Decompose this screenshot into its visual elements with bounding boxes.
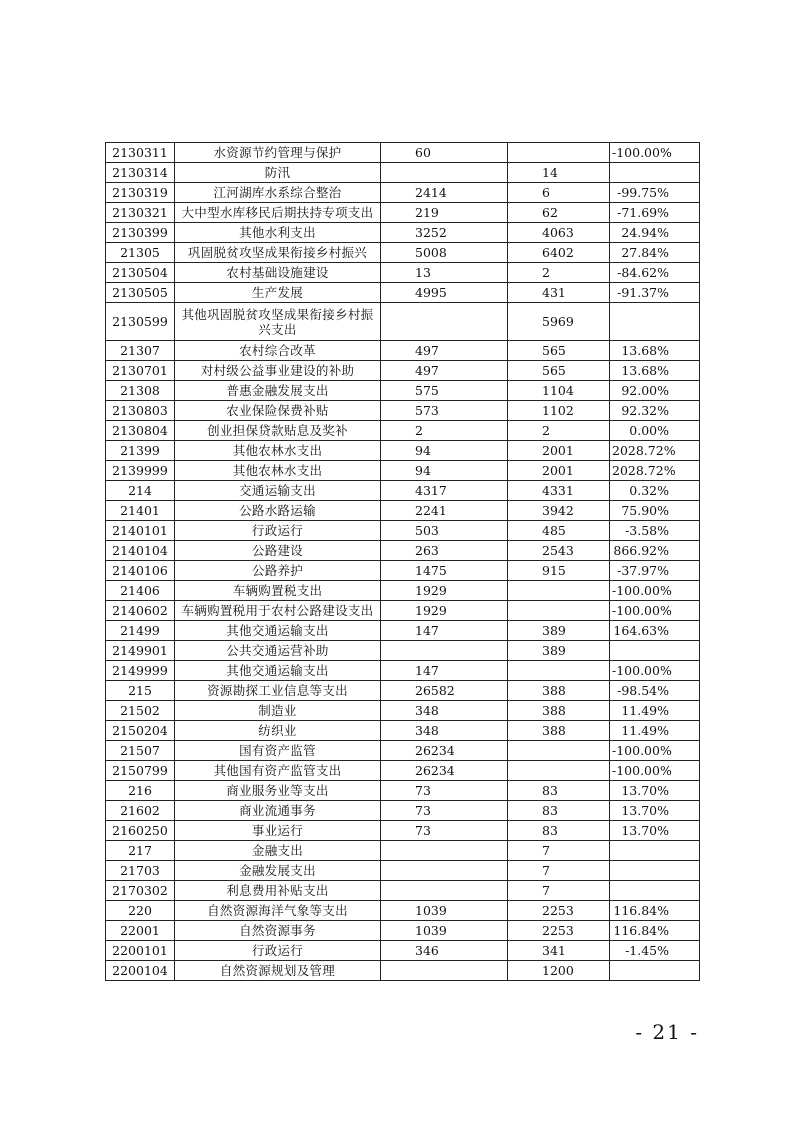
prior-year-value-cell: 263 <box>381 541 508 561</box>
code-cell: 2140602 <box>106 601 175 621</box>
table-row <box>106 183 700 203</box>
change-percent-cell: -100.00% <box>610 601 700 621</box>
table-row <box>106 781 700 801</box>
change-percent-cell: 0.00% <box>610 421 700 441</box>
code-cell: 2149999 <box>106 661 175 681</box>
current-year-value-cell: 7 <box>508 861 610 881</box>
code-cell: 2130505 <box>106 283 175 303</box>
current-year-value-cell <box>508 761 610 781</box>
change-percent-cell: 11.49% <box>610 721 700 741</box>
item-name-cell: 农村综合改革 <box>175 341 381 361</box>
current-year-value-cell: 565 <box>508 341 610 361</box>
code-cell: 2140101 <box>106 521 175 541</box>
prior-year-value-cell <box>381 881 508 901</box>
item-name-cell: 公路水路运输 <box>175 501 381 521</box>
table-row <box>106 361 700 381</box>
prior-year-value-cell: 4995 <box>381 283 508 303</box>
table-row <box>106 421 700 441</box>
prior-year-value-cell: 26234 <box>381 741 508 761</box>
item-name-cell: 创业担保贷款贴息及奖补 <box>175 421 381 441</box>
code-cell: 220 <box>106 901 175 921</box>
table-row <box>106 741 700 761</box>
prior-year-value-cell: 1039 <box>381 921 508 941</box>
table-row <box>106 283 700 303</box>
table-row <box>106 621 700 641</box>
code-cell: 22001 <box>106 921 175 941</box>
table-row <box>106 481 700 501</box>
prior-year-value-cell: 73 <box>381 821 508 841</box>
change-percent-cell <box>610 961 700 981</box>
code-cell: 2130803 <box>106 401 175 421</box>
prior-year-value-cell: 2414 <box>381 183 508 203</box>
code-cell: 2200101 <box>106 941 175 961</box>
change-percent-cell: 866.92% <box>610 541 700 561</box>
item-name-cell: 交通运输支出 <box>175 481 381 501</box>
table-row <box>106 601 700 621</box>
code-cell: 2140104 <box>106 541 175 561</box>
code-cell: 21703 <box>106 861 175 881</box>
change-percent-cell: -100.00% <box>610 661 700 681</box>
prior-year-value-cell <box>381 961 508 981</box>
change-percent-cell: 13.70% <box>610 781 700 801</box>
table-row <box>106 861 700 881</box>
item-name-cell: 其他巩固脱贫攻坚成果衔接乡村振兴支出 <box>175 303 381 341</box>
change-percent-cell: 116.84% <box>610 921 700 941</box>
current-year-value-cell: 4063 <box>508 223 610 243</box>
code-cell: 21308 <box>106 381 175 401</box>
item-name-cell: 公共交通运营补助 <box>175 641 381 661</box>
code-cell: 2130319 <box>106 183 175 203</box>
current-year-value-cell: 2253 <box>508 921 610 941</box>
change-percent-cell: -37.97% <box>610 561 700 581</box>
current-year-value-cell: 2 <box>508 263 610 283</box>
item-name-cell: 其他水利支出 <box>175 223 381 243</box>
item-name-cell: 巩固脱贫攻坚成果衔接乡村振兴 <box>175 243 381 263</box>
prior-year-value-cell: 348 <box>381 721 508 741</box>
table-row <box>106 303 700 341</box>
table-row <box>106 641 700 661</box>
item-name-cell: 农村基础设施建设 <box>175 263 381 283</box>
code-cell: 21499 <box>106 621 175 641</box>
item-name-cell: 生产发展 <box>175 283 381 303</box>
code-cell: 216 <box>106 781 175 801</box>
current-year-value-cell: 2001 <box>508 441 610 461</box>
table-row <box>106 441 700 461</box>
table-row <box>106 881 700 901</box>
prior-year-value-cell: 13 <box>381 263 508 283</box>
code-cell: 2130599 <box>106 303 175 341</box>
change-percent-cell <box>610 881 700 901</box>
table-row <box>106 381 700 401</box>
prior-year-value-cell: 346 <box>381 941 508 961</box>
current-year-value-cell: 341 <box>508 941 610 961</box>
current-year-value-cell: 3942 <box>508 501 610 521</box>
change-percent-cell: 13.68% <box>610 341 700 361</box>
code-cell: 2130804 <box>106 421 175 441</box>
prior-year-value-cell: 147 <box>381 621 508 641</box>
code-cell: 21406 <box>106 581 175 601</box>
prior-year-value-cell <box>381 163 508 183</box>
change-percent-cell: -91.37% <box>610 283 700 303</box>
change-percent-cell: -100.00% <box>610 761 700 781</box>
item-name-cell: 利息费用补贴支出 <box>175 881 381 901</box>
item-name-cell: 车辆购置税支出 <box>175 581 381 601</box>
prior-year-value-cell: 348 <box>381 701 508 721</box>
change-percent-cell: -71.69% <box>610 203 700 223</box>
item-name-cell: 其他农林水支出 <box>175 461 381 481</box>
item-name-cell: 自然资源海洋气象等支出 <box>175 901 381 921</box>
table-row <box>106 921 700 941</box>
table-row <box>106 341 700 361</box>
table-row <box>106 143 700 163</box>
code-cell: 2139999 <box>106 461 175 481</box>
code-cell: 214 <box>106 481 175 501</box>
code-cell: 2200104 <box>106 961 175 981</box>
change-percent-cell: 0.32% <box>610 481 700 501</box>
current-year-value-cell <box>508 741 610 761</box>
change-percent-cell: 13.68% <box>610 361 700 381</box>
current-year-value-cell: 6 <box>508 183 610 203</box>
item-name-cell: 防汛 <box>175 163 381 183</box>
code-cell: 21401 <box>106 501 175 521</box>
item-name-cell: 普惠金融发展支出 <box>175 381 381 401</box>
code-cell: 2130701 <box>106 361 175 381</box>
prior-year-value-cell: 573 <box>381 401 508 421</box>
current-year-value-cell: 5969 <box>508 303 610 341</box>
item-name-cell: 江河湖库水系综合整治 <box>175 183 381 203</box>
item-name-cell: 事业运行 <box>175 821 381 841</box>
prior-year-value-cell: 1475 <box>381 561 508 581</box>
prior-year-value-cell: 3252 <box>381 223 508 243</box>
item-name-cell: 车辆购置税用于农村公路建设支出 <box>175 601 381 621</box>
code-cell: 2150204 <box>106 721 175 741</box>
change-percent-cell <box>610 841 700 861</box>
change-percent-cell: -84.62% <box>610 263 700 283</box>
code-cell: 215 <box>106 681 175 701</box>
current-year-value-cell: 388 <box>508 681 610 701</box>
code-cell: 21399 <box>106 441 175 461</box>
change-percent-cell: 164.63% <box>610 621 700 641</box>
table-row <box>106 501 700 521</box>
change-percent-cell: 2028.72% <box>610 461 700 481</box>
current-year-value-cell: 7 <box>508 881 610 901</box>
table-row <box>106 243 700 263</box>
current-year-value-cell: 6402 <box>508 243 610 263</box>
budget-table <box>105 142 700 981</box>
change-percent-cell <box>610 641 700 661</box>
prior-year-value-cell: 497 <box>381 341 508 361</box>
current-year-value-cell: 7 <box>508 841 610 861</box>
prior-year-value-cell: 2241 <box>381 501 508 521</box>
prior-year-value-cell: 575 <box>381 381 508 401</box>
prior-year-value-cell: 5008 <box>381 243 508 263</box>
code-cell: 217 <box>106 841 175 861</box>
prior-year-value-cell: 1929 <box>381 601 508 621</box>
item-name-cell: 商业流通事务 <box>175 801 381 821</box>
change-percent-cell: 92.00% <box>610 381 700 401</box>
current-year-value-cell: 83 <box>508 801 610 821</box>
table-row <box>106 681 700 701</box>
current-year-value-cell: 2001 <box>508 461 610 481</box>
item-name-cell: 行政运行 <box>175 941 381 961</box>
change-percent-cell: -1.45% <box>610 941 700 961</box>
table-row <box>106 801 700 821</box>
change-percent-cell: 13.70% <box>610 801 700 821</box>
change-percent-cell: 27.84% <box>610 243 700 263</box>
item-name-cell: 制造业 <box>175 701 381 721</box>
code-cell: 2160250 <box>106 821 175 841</box>
change-percent-cell: 92.32% <box>610 401 700 421</box>
table-row <box>106 521 700 541</box>
prior-year-value-cell: 1039 <box>381 901 508 921</box>
table-row <box>106 701 700 721</box>
item-name-cell: 行政运行 <box>175 521 381 541</box>
prior-year-value-cell: 497 <box>381 361 508 381</box>
current-year-value-cell <box>508 661 610 681</box>
current-year-value-cell: 485 <box>508 521 610 541</box>
code-cell: 2130314 <box>106 163 175 183</box>
table-row <box>106 203 700 223</box>
table-row <box>106 821 700 841</box>
prior-year-value-cell: 26234 <box>381 761 508 781</box>
table-row <box>106 561 700 581</box>
prior-year-value-cell: 73 <box>381 801 508 821</box>
current-year-value-cell: 565 <box>508 361 610 381</box>
change-percent-cell: 75.90% <box>610 501 700 521</box>
change-percent-cell: -99.75% <box>610 183 700 203</box>
current-year-value-cell: 14 <box>508 163 610 183</box>
code-cell: 2170302 <box>106 881 175 901</box>
item-name-cell: 其他交通运输支出 <box>175 661 381 681</box>
code-cell: 21307 <box>106 341 175 361</box>
item-name-cell: 对村级公益事业建设的补助 <box>175 361 381 381</box>
prior-year-value-cell: 4317 <box>381 481 508 501</box>
current-year-value-cell: 2253 <box>508 901 610 921</box>
table-body <box>106 143 700 981</box>
prior-year-value-cell: 503 <box>381 521 508 541</box>
current-year-value-cell: 4331 <box>508 481 610 501</box>
table-row <box>106 961 700 981</box>
current-year-value-cell: 2 <box>508 421 610 441</box>
current-year-value-cell: 1200 <box>508 961 610 981</box>
table-row <box>106 163 700 183</box>
item-name-cell: 农业保险保费补贴 <box>175 401 381 421</box>
code-cell: 2130504 <box>106 263 175 283</box>
current-year-value-cell: 388 <box>508 701 610 721</box>
current-year-value-cell: 388 <box>508 721 610 741</box>
item-name-cell: 资源勘探工业信息等支出 <box>175 681 381 701</box>
item-name-cell: 大中型水库移民后期扶持专项支出 <box>175 203 381 223</box>
current-year-value-cell <box>508 143 610 163</box>
change-percent-cell: 2028.72% <box>610 441 700 461</box>
prior-year-value-cell: 26582 <box>381 681 508 701</box>
prior-year-value-cell: 2 <box>381 421 508 441</box>
table-row <box>106 263 700 283</box>
change-percent-cell: -98.54% <box>610 681 700 701</box>
prior-year-value-cell: 219 <box>381 203 508 223</box>
item-name-cell: 金融发展支出 <box>175 861 381 881</box>
code-cell: 2130399 <box>106 223 175 243</box>
code-cell: 2150799 <box>106 761 175 781</box>
table-row <box>106 761 700 781</box>
item-name-cell: 纺织业 <box>175 721 381 741</box>
table-row <box>106 901 700 921</box>
code-cell: 21602 <box>106 801 175 821</box>
current-year-value-cell: 915 <box>508 561 610 581</box>
change-percent-cell <box>610 303 700 341</box>
prior-year-value-cell: 73 <box>381 781 508 801</box>
table-row <box>106 941 700 961</box>
current-year-value-cell <box>508 601 610 621</box>
change-percent-cell: -100.00% <box>610 741 700 761</box>
current-year-value-cell: 2543 <box>508 541 610 561</box>
item-name-cell: 自然资源事务 <box>175 921 381 941</box>
item-name-cell: 其他国有资产监管支出 <box>175 761 381 781</box>
current-year-value-cell: 389 <box>508 621 610 641</box>
code-cell: 21305 <box>106 243 175 263</box>
prior-year-value-cell <box>381 861 508 881</box>
prior-year-value-cell: 94 <box>381 441 508 461</box>
item-name-cell: 国有资产监管 <box>175 741 381 761</box>
table-row <box>106 461 700 481</box>
code-cell: 2130311 <box>106 143 175 163</box>
item-name-cell: 公路建设 <box>175 541 381 561</box>
current-year-value-cell: 389 <box>508 641 610 661</box>
table-row <box>106 581 700 601</box>
table-row <box>106 223 700 243</box>
item-name-cell: 其他农林水支出 <box>175 441 381 461</box>
table-row <box>106 541 700 561</box>
table-row <box>106 721 700 741</box>
current-year-value-cell <box>508 581 610 601</box>
code-cell: 2149901 <box>106 641 175 661</box>
code-cell: 2130321 <box>106 203 175 223</box>
current-year-value-cell: 62 <box>508 203 610 223</box>
item-name-cell: 金融支出 <box>175 841 381 861</box>
change-percent-cell: 11.49% <box>610 701 700 721</box>
code-cell: 21507 <box>106 741 175 761</box>
current-year-value-cell: 83 <box>508 781 610 801</box>
table-row <box>106 661 700 681</box>
code-cell: 2140106 <box>106 561 175 581</box>
item-name-cell: 公路养护 <box>175 561 381 581</box>
table-row <box>106 841 700 861</box>
table-row <box>106 401 700 421</box>
current-year-value-cell: 1104 <box>508 381 610 401</box>
item-name-cell: 商业服务业等支出 <box>175 781 381 801</box>
current-year-value-cell: 1102 <box>508 401 610 421</box>
item-name-cell: 水资源节约管理与保护 <box>175 143 381 163</box>
prior-year-value-cell: 94 <box>381 461 508 481</box>
change-percent-cell: 116.84% <box>610 901 700 921</box>
change-percent-cell: -3.58% <box>610 521 700 541</box>
page-number: - 21 - <box>635 1020 699 1044</box>
prior-year-value-cell <box>381 841 508 861</box>
change-percent-cell: 13.70% <box>610 821 700 841</box>
prior-year-value-cell: 1929 <box>381 581 508 601</box>
prior-year-value-cell: 147 <box>381 661 508 681</box>
prior-year-value-cell: 60 <box>381 143 508 163</box>
change-percent-cell: 24.94% <box>610 223 700 243</box>
change-percent-cell: -100.00% <box>610 143 700 163</box>
change-percent-cell: -100.00% <box>610 581 700 601</box>
change-percent-cell <box>610 163 700 183</box>
change-percent-cell <box>610 861 700 881</box>
item-name-cell: 自然资源规划及管理 <box>175 961 381 981</box>
prior-year-value-cell <box>381 303 508 341</box>
item-name-cell: 其他交通运输支出 <box>175 621 381 641</box>
code-cell: 21502 <box>106 701 175 721</box>
prior-year-value-cell <box>381 641 508 661</box>
current-year-value-cell: 83 <box>508 821 610 841</box>
current-year-value-cell: 431 <box>508 283 610 303</box>
